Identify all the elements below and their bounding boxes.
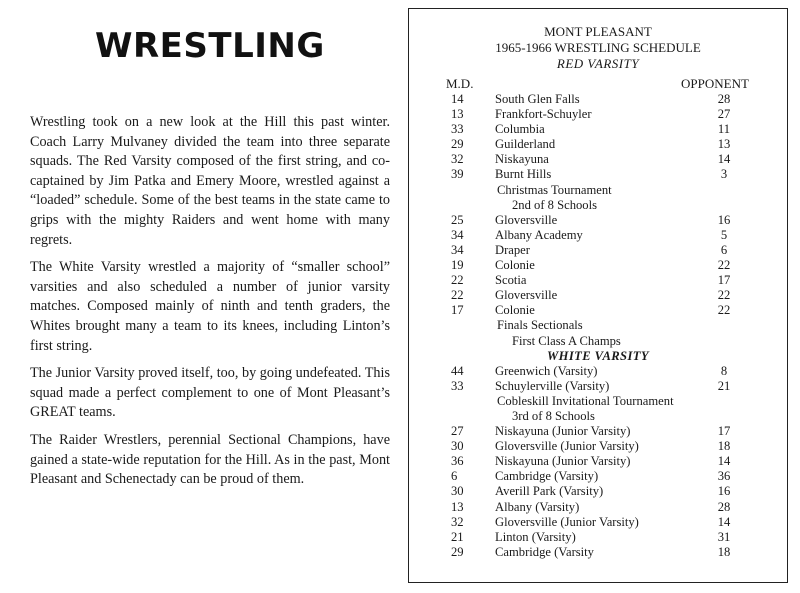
score-md: 32 [451,152,464,167]
score-opponent: 22 [717,258,731,273]
score-opponent: 11 [717,122,731,137]
score-opponent: 3 [720,167,728,182]
score-opponent: 21 [717,378,731,393]
score-md: 13 [451,107,464,122]
opponent-name: Frankfort-Schuyler [495,107,592,122]
red-rows-1 [409,92,787,183]
schedule-row [409,122,787,137]
score-opponent: 36 [717,469,731,484]
score-opponent: 6 [720,242,728,257]
schedule-row [409,213,787,228]
score-opponent: 17 [717,273,731,288]
white-rows-2 [409,424,787,560]
opponent-name: Gloversville [495,212,558,227]
score-opponent: 18 [717,544,731,559]
schedule-row [409,454,787,469]
score-md: 34 [451,242,464,257]
opponent-name: Colonie [495,303,535,318]
article-paragraph: Wrestling took on a new look at the Hill this past winter. Coach Larry Mulvaney divided the team into three separate squads. The Red Varsity composed of the first string, and co-captained by Jim Patka and Emery Moore, wrestled against a “loaded” schedule. Some of the best teams in the state came to grips with the mighty Raiders and went home with many regrets. [30,114,390,248]
page-heading: WRESTLING [95,26,325,66]
schedule-row [409,303,787,318]
score-md: 22 [451,288,464,303]
opponent-name: Gloversville [495,288,558,303]
score-opponent: 14 [717,152,731,167]
opponent-name: Cambridge (Varsity [495,544,594,559]
note-text: First Class A Champs [512,333,621,348]
schedule-row [409,424,787,439]
schedule-row [409,515,787,530]
score-md: 32 [451,514,464,529]
score-md: 29 [451,544,464,559]
opponent-name: Cambridge (Varsity) [495,469,599,484]
score-md: 13 [451,499,464,514]
opponent-name: Albany (Varsity) [495,499,580,514]
opponent-name: Burnt Hills [495,167,552,182]
opponent-name: Draper [495,242,530,257]
column-header-opponent: OPPONENT [681,76,749,91]
schedule-row [409,152,787,167]
section-row [409,349,787,364]
score-md: 22 [451,273,464,288]
score-md: 33 [451,122,464,137]
opponent-name: Colonie [495,258,535,273]
column-header-md: M.D. [446,76,474,91]
score-md: 29 [451,137,464,152]
score-opponent: 16 [717,212,731,227]
score-opponent: 13 [717,137,731,152]
opponent-name: Gloversville (Junior Varsity) [495,514,639,529]
score-md: 36 [451,454,464,469]
score-opponent: 8 [720,363,728,378]
opponent-name: Averill Park (Varsity) [495,484,604,499]
score-md: 27 [451,424,464,439]
note-row [409,198,787,213]
note-row [409,183,787,198]
schedule-school: MONT PLEASANT [544,24,652,39]
schedule-row [409,530,787,545]
section-red-varsity: RED VARSITY [556,56,640,71]
score-md: 39 [451,167,464,182]
score-md: 44 [451,363,464,378]
schedule-row [409,107,787,122]
note-text: 3rd of 8 Schools [512,408,595,423]
schedule-row [409,364,787,379]
score-opponent: 31 [717,529,731,544]
opponent-name: Linton (Varsity) [495,529,576,544]
note-text: 2nd of 8 Schools [512,197,598,212]
white-rows-1 [409,364,787,394]
note-text: Finals Sectionals [497,318,583,333]
note-row [409,394,787,409]
opponent-name: Greenwich (Varsity) [495,363,598,378]
article-paragraph: The Junior Varsity proved itself, too, by going undefeated. This squad made a perfect complement to one of Mont Pleasant’s GREAT teams. [30,365,390,421]
note-row [409,334,787,349]
opponent-name: Albany Academy [495,227,583,242]
score-md: 34 [451,227,464,242]
score-opponent: 17 [717,424,731,439]
score-md: 30 [451,439,464,454]
schedule-row [409,273,787,288]
article-body [30,113,390,498]
note-text: Cobleskill Invitational Tournament [497,393,674,408]
schedule-row [409,288,787,303]
schedule-row [409,545,787,560]
schedule-row [409,439,787,454]
opponent-name: Niskayuna [495,152,549,167]
schedule-row [409,258,787,273]
score-opponent: 18 [717,439,731,454]
schedule-row [409,484,787,499]
schedule-row [409,500,787,515]
score-md: 30 [451,484,464,499]
score-md: 25 [451,212,464,227]
schedule-rows [409,92,787,560]
opponent-name: Scotia [495,273,527,288]
score-opponent: 14 [717,454,731,469]
score-opponent: 28 [717,499,731,514]
opponent-name: South Glen Falls [495,92,580,106]
schedule-row [409,469,787,484]
schedule-row [409,379,787,394]
note-row [409,409,787,424]
schedule-row [409,228,787,243]
opponent-name: Niskayuna (Junior Varsity) [495,424,631,439]
score-md: 17 [451,303,464,318]
score-md: 21 [451,529,464,544]
red-rows-2 [409,213,787,319]
section-white-varsity: WHITE VARSITY [547,348,649,363]
score-opponent: 16 [717,484,731,499]
opponent-name: Guilderland [495,137,556,152]
note-text: Christmas Tournament [497,182,612,197]
score-md: 19 [451,258,464,273]
opponent-name: Niskayuna (Junior Varsity) [495,454,631,469]
schedule-row [409,167,787,182]
score-opponent: 22 [717,288,731,303]
score-md: 33 [451,378,464,393]
schedule-row [409,137,787,152]
article-paragraph: The White Varsity wrestled a majority of “smaller school” varsities and also scheduled a number of junior varsity matches. Composed mainly of ninth and tenth graders, the Whites brought many a team to its knees, including Linton’s first string. [30,259,390,354]
opponent-name: Gloversville (Junior Varsity) [495,439,639,454]
schedule-row [409,243,787,258]
schedule-box [408,8,788,583]
schedule-row [409,92,787,107]
note-row [409,318,787,333]
score-opponent: 5 [720,227,728,242]
opponent-name: Schuylerville (Varsity) [495,378,610,393]
score-opponent: 14 [717,514,731,529]
score-md: 14 [451,92,464,106]
article-paragraph: The Raider Wrestlers, perennial Sectional Champions, have gained a state-wide reputation for the Hill. As in the past, Mont Pleasant and Schenectady can be proud of them. [30,431,390,488]
score-opponent: 27 [717,107,731,122]
schedule-title: 1965-1966 WRESTLING SCHEDULE [495,40,701,55]
score-opponent: 22 [717,303,731,318]
opponent-name: Columbia [495,122,545,137]
score-md: 6 [451,469,458,484]
score-opponent: 28 [717,92,731,106]
